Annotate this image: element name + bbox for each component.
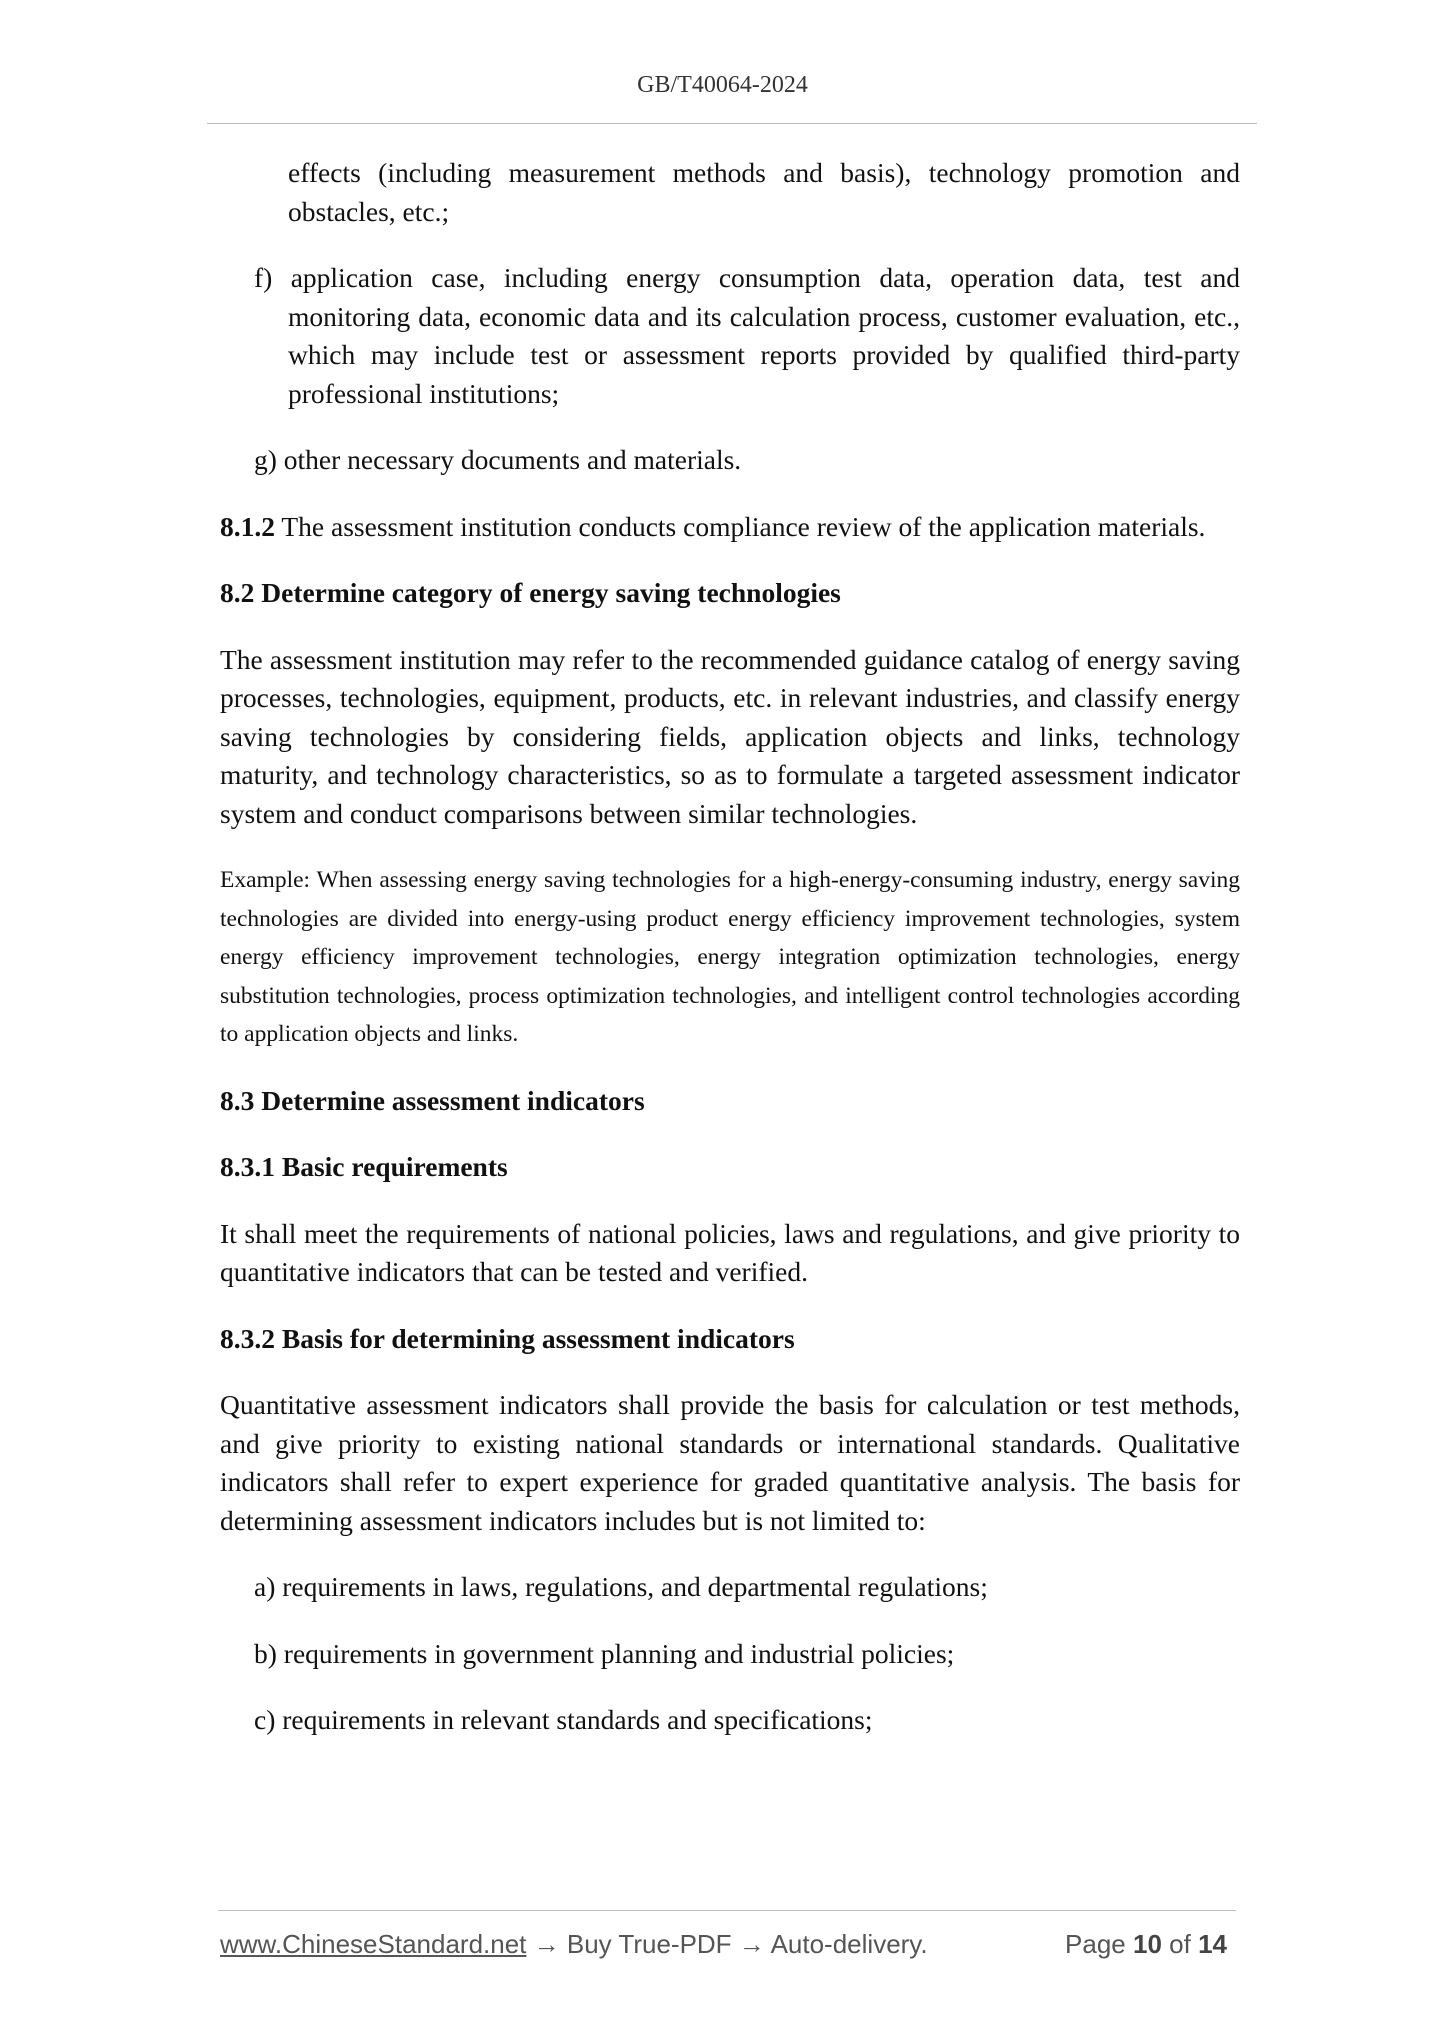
page-indicator (1065, 1929, 1227, 1960)
page-of: of (1169, 1929, 1191, 1959)
list-item-b: b) requirements in government planning and industrial policies; (254, 1637, 955, 1669)
page-footer (220, 1929, 1235, 1963)
paragraph-8-2: The assessment institution may refer to the recommended guidance catalog of energy saving processes, technologies, equipment, products, etc. in relevant industries, and classify energy saving technologies by considering fields, application objects and links, technology maturity, and technology characteristics, so as to formulate a targeted assessment indicator system and conduct comparisons between similar technologies. (220, 643, 1240, 829)
clause-number: 8.1.2 (220, 510, 275, 542)
page-total: 14 (1198, 1929, 1227, 1959)
paragraph-8-3-2: Quantitative assessment indicators shall provide the basis for calculation or test methods, and give priority to existing national standards or international standards. Qualitative indicators shall refer to expert experience for graded quantitative analysis. The basis for determining assessment indicators includes but is not limited to: (220, 1389, 1240, 1536)
header-divider (207, 123, 1257, 124)
document-body (220, 154, 1240, 1768)
clause-text: The assessment institution conducts compliance review of the application materials. (275, 510, 1206, 542)
section-heading-8-3: 8.3 Determine assessment indicators (220, 1084, 645, 1116)
paragraph-8-3-1: It shall meet the requirements of national policies, laws and regulations, and give priority to quantitative indicators that can be tested and verified. (220, 1217, 1240, 1287)
document-id-header: GB/T40064-2024 (637, 72, 808, 98)
section-heading-8-3-2: 8.3.2 Basis for determining assessment indicators (220, 1322, 795, 1354)
list-item-c: c) requirements in relevant standards and specifications; (254, 1704, 873, 1735)
clause-8-1-2 (220, 508, 1240, 547)
promo-text: → Buy True-PDF → Auto-delivery. (526, 1929, 928, 1959)
section-heading-8-2: 8.2 Determine category of energy saving technologies (220, 577, 841, 608)
example-note: Example: When assessing energy saving technologies for a high-energy-consuming industry, energy saving technologies are divided into energy-using product energy efficiency improvement technologies, system energy efficiency improvement technologies, energy integration optimization technologies, energy substitution technologies, process optimization technologies, and intelligent control technologies according to application objects and links. (220, 867, 1240, 1047)
list-item-g: g) other necessary documents and materials. (254, 444, 742, 475)
page-current: 10 (1133, 1929, 1162, 1959)
list-item-e-continuation: effects (including measurement methods and basis), technology promotion and obstacles, etc.; (288, 157, 1240, 227)
page-label: Page (1065, 1929, 1126, 1959)
site-link[interactable]: www.ChineseStandard.net (220, 1929, 527, 1959)
footer-promo (220, 1929, 928, 1960)
footer-divider (218, 1910, 1236, 1911)
list-item-a: a) requirements in laws, regulations, and departmental regulations; (254, 1571, 988, 1602)
list-item-f: f) application case, including energy consumption data, operation data, test and monitoring data, economic data and its calculation process, customer evaluation, etc., which may include test or assessment reports provided by qualified third-party professional institutions; (254, 262, 1240, 409)
section-heading-8-3-1: 8.3.1 Basic requirements (220, 1151, 508, 1182)
